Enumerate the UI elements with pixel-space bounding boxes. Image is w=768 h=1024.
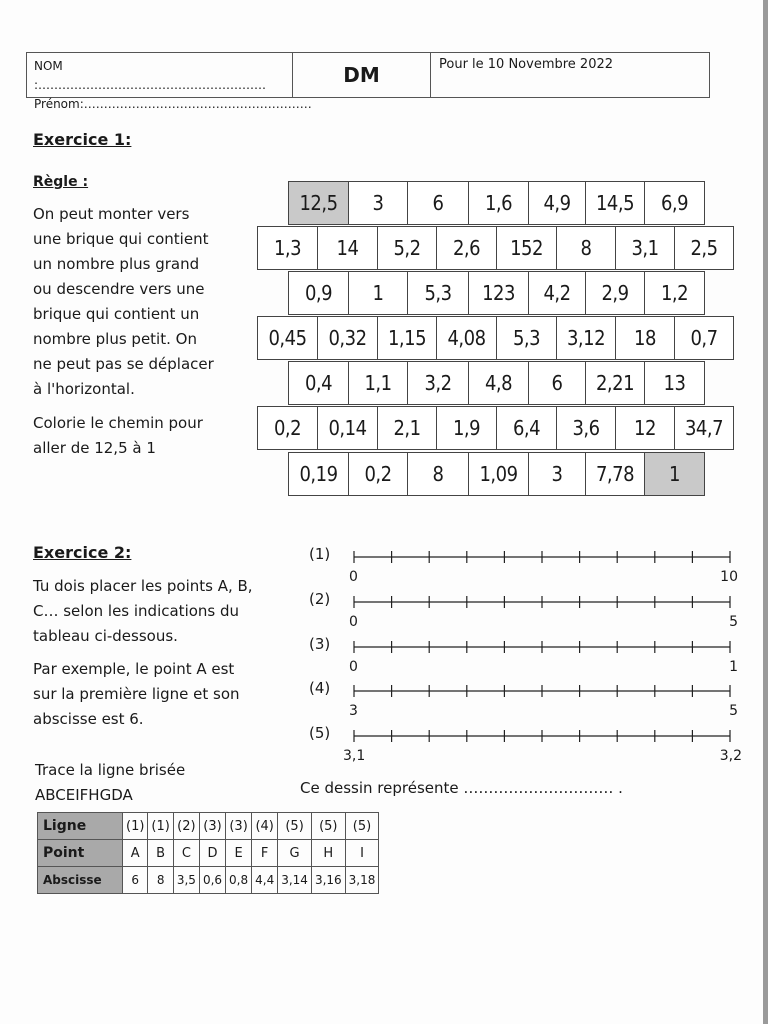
number-line-end: 10 — [720, 569, 738, 585]
intro-text — [33, 574, 253, 649]
brick[interactable]: 2,21 — [585, 361, 645, 405]
point-cell: A — [123, 840, 148, 867]
brick[interactable]: 2,9 — [585, 271, 645, 315]
number-line[interactable] — [352, 640, 732, 654]
point-cell: E — [226, 840, 252, 867]
page-edge — [763, 0, 768, 1024]
number-line-end: 3,2 — [719, 748, 742, 764]
brick[interactable]: 152 — [496, 226, 557, 270]
ligne-cell: (5) — [278, 813, 312, 840]
point-cell: C — [173, 840, 199, 867]
ligne-cell: (3) — [226, 813, 252, 840]
ligne-cell: (5) — [345, 813, 379, 840]
number-line-label: (4) — [309, 679, 331, 697]
brick[interactable]: 8 — [556, 226, 616, 270]
number-line-label: (5) — [309, 724, 331, 742]
intro-line: tableau ci-dessous. — [33, 627, 178, 645]
due-date: Pour le 10 Novembre 2022 — [439, 57, 614, 72]
rule-text — [33, 202, 214, 402]
exercise1-title: Exercice 1: — [33, 130, 132, 149]
brick[interactable]: 3,6 — [556, 406, 616, 450]
header-box — [26, 52, 710, 111]
brick[interactable]: 0,7 — [674, 316, 734, 360]
brick[interactable]: 0,9 — [288, 271, 349, 315]
point-cell: F — [252, 840, 278, 867]
rule-line: à l'horizontal. — [33, 380, 135, 398]
trace-instruction — [35, 758, 185, 808]
brick[interactable]: 7,78 — [585, 452, 645, 496]
brick[interactable]: 2,1 — [377, 406, 437, 450]
table-row — [38, 840, 379, 867]
example-line: sur la première ligne et son — [33, 685, 240, 703]
rule-title: Règle : — [33, 174, 89, 190]
ligne-cell: (2) — [173, 813, 199, 840]
row-header: Ligne — [38, 813, 123, 840]
brick[interactable]: 1 — [644, 452, 705, 496]
brick[interactable]: 0,4 — [288, 361, 349, 405]
brick[interactable]: 1,6 — [468, 181, 529, 225]
ligne-cell: (4) — [252, 813, 278, 840]
rule-line: une brique qui contient — [33, 230, 209, 248]
number-line-start: 0 — [349, 614, 358, 630]
point-cell: G — [278, 840, 312, 867]
document-title: DM — [293, 53, 431, 97]
exercise2-title: Exercice 2: — [33, 543, 132, 562]
row-header: Abscisse — [38, 867, 123, 894]
brick[interactable]: 6 — [528, 361, 586, 405]
brick[interactable]: 3,1 — [615, 226, 675, 270]
brick[interactable]: 12 — [615, 406, 675, 450]
brick[interactable]: 2,5 — [674, 226, 734, 270]
brick[interactable]: 6,4 — [496, 406, 557, 450]
number-line-label: (3) — [309, 635, 331, 653]
brick[interactable]: 5,3 — [407, 271, 469, 315]
table-row — [38, 867, 379, 894]
brick[interactable]: 34,7 — [674, 406, 734, 450]
brick[interactable]: 5,3 — [496, 316, 557, 360]
drawing-prompt: Ce dessin représente ………………………… . — [300, 779, 623, 797]
brick[interactable]: 0,14 — [317, 406, 378, 450]
abscisse-cell: 4,4 — [252, 867, 278, 894]
instruction-line: aller de 12,5 à 1 — [33, 439, 156, 457]
brick[interactable]: 3,12 — [556, 316, 616, 360]
abscisse-cell: 6 — [123, 867, 148, 894]
brick[interactable]: 4,9 — [528, 181, 586, 225]
table-row — [38, 813, 379, 840]
brick[interactable]: 1 — [348, 271, 408, 315]
number-line-start: 3 — [349, 703, 358, 719]
abscisse-cell: 3,18 — [345, 867, 379, 894]
brick[interactable]: 2,6 — [436, 226, 497, 270]
brick-row — [289, 361, 705, 405]
rule-line: ne peut pas se déplacer — [33, 355, 214, 373]
ligne-cell: (3) — [199, 813, 225, 840]
brick[interactable]: 1,15 — [377, 316, 437, 360]
number-line[interactable] — [352, 595, 732, 609]
rule-line: un nombre plus grand — [33, 255, 200, 273]
abscisse-cell: 0,6 — [199, 867, 225, 894]
number-line[interactable] — [352, 729, 732, 743]
points-table — [37, 812, 379, 894]
number-line-label: (2) — [309, 590, 331, 608]
brick-row — [289, 452, 705, 496]
row-header: Point — [38, 840, 123, 867]
brick[interactable]: 0,19 — [288, 452, 349, 496]
number-line-label: (1) — [309, 545, 331, 563]
number-line[interactable] — [352, 684, 732, 698]
abscisse-cell: 0,8 — [226, 867, 252, 894]
ligne-cell: (5) — [311, 813, 345, 840]
number-line-end: 1 — [729, 659, 738, 675]
instruction-text — [33, 411, 203, 461]
trace-line: ABCEIFHGDA — [35, 786, 133, 804]
trace-line: Trace la ligne brisée — [35, 761, 186, 779]
number-line-end: 5 — [729, 614, 738, 630]
brick[interactable]: 3 — [528, 452, 586, 496]
brick[interactable]: 4,8 — [468, 361, 529, 405]
prenom-field: Prénom:………………………………………………… — [34, 97, 312, 111]
abscisse-cell: 3,14 — [278, 867, 312, 894]
brick[interactable]: 5,2 — [377, 226, 437, 270]
brick[interactable]: 3 — [348, 181, 408, 225]
brick-row — [289, 271, 705, 315]
example-text — [33, 657, 240, 732]
point-cell: H — [311, 840, 345, 867]
brick-row — [258, 226, 734, 270]
ligne-cell: (1) — [123, 813, 148, 840]
brick[interactable]: 12,5 — [288, 181, 349, 225]
brick[interactable]: 6,9 — [644, 181, 705, 225]
student-info — [27, 53, 312, 111]
nom-field: NOM :………………………………………………… — [34, 59, 267, 92]
brick[interactable]: 123 — [468, 271, 529, 315]
brick[interactable]: 3,2 — [407, 361, 469, 405]
brick-row — [258, 316, 734, 360]
brick[interactable]: 1,1 — [348, 361, 408, 405]
abscisse-cell: 8 — [148, 867, 173, 894]
number-line[interactable] — [352, 550, 732, 564]
point-cell: D — [199, 840, 225, 867]
number-line-start: 0 — [349, 659, 358, 675]
instruction-line: Colorie le chemin pour — [33, 414, 203, 432]
brick[interactable]: 13 — [644, 361, 705, 405]
example-line: Par exemple, le point A est — [33, 660, 235, 678]
point-cell: I — [345, 840, 379, 867]
abscisse-cell: 3,16 — [311, 867, 345, 894]
rule-line: On peut monter vers — [33, 205, 190, 223]
brick[interactable]: 1,9 — [436, 406, 497, 450]
ligne-cell: (1) — [148, 813, 173, 840]
brick[interactable]: 4,08 — [436, 316, 497, 360]
rule-line: nombre plus petit. On — [33, 330, 197, 348]
brick[interactable]: 14,5 — [585, 181, 645, 225]
brick[interactable]: 0,32 — [317, 316, 378, 360]
brick[interactable]: 1,3 — [257, 226, 318, 270]
number-line-start: 0 — [349, 569, 358, 585]
abscisse-cell: 3,5 — [173, 867, 199, 894]
brick[interactable]: 0,45 — [257, 316, 318, 360]
intro-line: C… selon les indications du — [33, 602, 240, 620]
number-line-end: 5 — [729, 703, 738, 719]
brick[interactable]: 18 — [615, 316, 675, 360]
brick[interactable]: 6 — [407, 181, 469, 225]
example-line: abscisse est 6. — [33, 710, 144, 728]
brick[interactable]: 14 — [317, 226, 378, 270]
intro-line: Tu dois placer les points A, B, — [33, 577, 253, 595]
brick[interactable]: 8 — [407, 452, 469, 496]
rule-line: brique qui contient un — [33, 305, 200, 323]
point-cell: B — [148, 840, 173, 867]
brick[interactable]: 0,2 — [348, 452, 408, 496]
number-line-start: 3,1 — [343, 748, 366, 764]
brick[interactable]: 0,2 — [257, 406, 318, 450]
brick[interactable]: 4,2 — [528, 271, 586, 315]
brick-row — [258, 406, 734, 450]
brick-row — [289, 181, 705, 225]
brick[interactable]: 1,09 — [468, 452, 529, 496]
brick[interactable]: 1,2 — [644, 271, 705, 315]
rule-line: ou descendre vers une — [33, 280, 205, 298]
